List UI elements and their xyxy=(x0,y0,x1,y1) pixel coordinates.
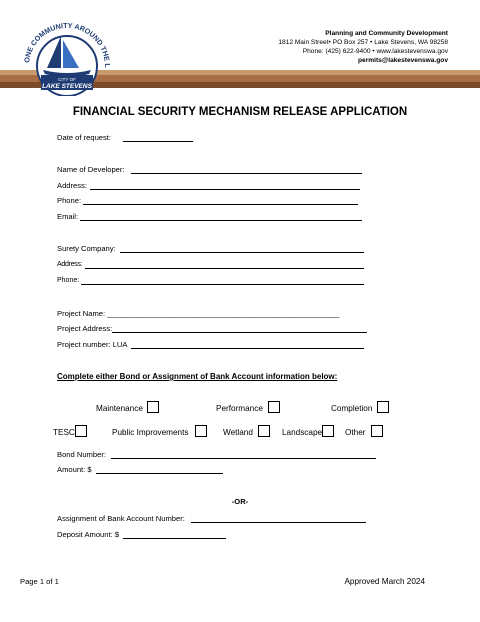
department-phone: Phone: (425) 622-9400 • www.lakestevenswa.gov xyxy=(302,48,448,55)
option-completion-label: Completion xyxy=(331,404,373,413)
developer-email-field[interactable] xyxy=(80,220,362,221)
bond-amount-field[interactable] xyxy=(96,473,223,474)
logo-city-small: CITY OF xyxy=(58,77,76,82)
approved-date: Approved March 2024 xyxy=(344,577,425,586)
completion-checkbox[interactable] xyxy=(377,401,389,413)
deposit-amount-field[interactable] xyxy=(123,538,226,539)
public-improvements-checkbox[interactable] xyxy=(195,425,207,437)
department-address: 1812 Main Street• PO Box 257 • Lake Stevens, WA 98258 xyxy=(278,39,448,46)
bond-amount-label: Amount: $ xyxy=(57,465,92,474)
deposit-amount-label: Deposit Amount: $ xyxy=(57,530,120,539)
option-maintenance-label: Maintenance xyxy=(96,404,143,413)
section-heading: Complete either Bond or Assignment of Bank Account information below: xyxy=(57,372,338,381)
date-request-label: Date of request: xyxy=(57,133,112,142)
bond-number-field[interactable] xyxy=(111,458,376,459)
surety-phone-label: Phone: xyxy=(57,277,80,284)
performance-checkbox[interactable] xyxy=(268,401,280,413)
date-request-field[interactable] xyxy=(123,141,193,142)
project-number-label: Project number: LUA xyxy=(57,340,128,349)
bank-account-field[interactable] xyxy=(191,522,366,523)
option-tesc-label: TESC xyxy=(53,428,75,437)
bond-number-label: Bond Number: xyxy=(57,450,106,459)
developer-email-label: Email: xyxy=(57,212,79,221)
developer-phone-field[interactable] xyxy=(83,204,358,205)
option-wetland-label: Wetland xyxy=(223,428,253,437)
project-address-field[interactable] xyxy=(112,332,367,333)
maintenance-checkbox[interactable] xyxy=(147,401,159,413)
bank-account-label: Assignment of Bank Account Number: xyxy=(57,514,185,523)
tesc-checkbox[interactable] xyxy=(75,425,87,437)
option-public-improvements-label: Public Improvements xyxy=(112,428,189,437)
logo-city-name: LAKE STEVENS xyxy=(42,83,92,90)
surety-address-label: Address: xyxy=(57,261,83,268)
surety-address-field[interactable] xyxy=(85,268,364,269)
project-name-label: Project Name: _______________________________________________________ xyxy=(57,309,340,318)
project-name-field[interactable]: _______________________________________________________ xyxy=(107,309,340,318)
project-address-label: Project Address: xyxy=(57,324,113,333)
or-separator: -OR- xyxy=(231,497,249,506)
option-performance-label: Performance xyxy=(216,404,263,413)
landscape-checkbox[interactable] xyxy=(322,425,334,437)
developer-name-field[interactable] xyxy=(131,173,362,174)
project-number-field[interactable] xyxy=(131,348,364,349)
developer-address-label: Address: xyxy=(57,181,87,190)
department-email: permits@lakestevenswa.gov xyxy=(358,57,448,64)
option-landscape-label: Landscape xyxy=(282,428,323,437)
surety-company-field[interactable] xyxy=(120,252,364,253)
page-number: Page 1 of 1 xyxy=(20,577,59,586)
form-title: FINANCIAL SECURITY MECHANISM RELEASE APPLICATION xyxy=(72,106,408,118)
developer-name-label: Name of Developer: xyxy=(57,165,125,174)
other-checkbox[interactable] xyxy=(371,425,383,437)
developer-address-field[interactable] xyxy=(90,189,360,190)
surety-company-label: Surety Company: xyxy=(57,244,116,253)
surety-phone-field[interactable] xyxy=(81,284,364,285)
city-logo xyxy=(17,14,117,96)
logo-ring-text: ONE COMMUNITY AROUND THE L xyxy=(22,20,113,68)
department-name: Planning and Community Development xyxy=(325,30,448,37)
wetland-checkbox[interactable] xyxy=(258,425,270,437)
developer-phone-label: Phone: xyxy=(57,196,82,205)
option-other-label: Other xyxy=(345,428,366,437)
